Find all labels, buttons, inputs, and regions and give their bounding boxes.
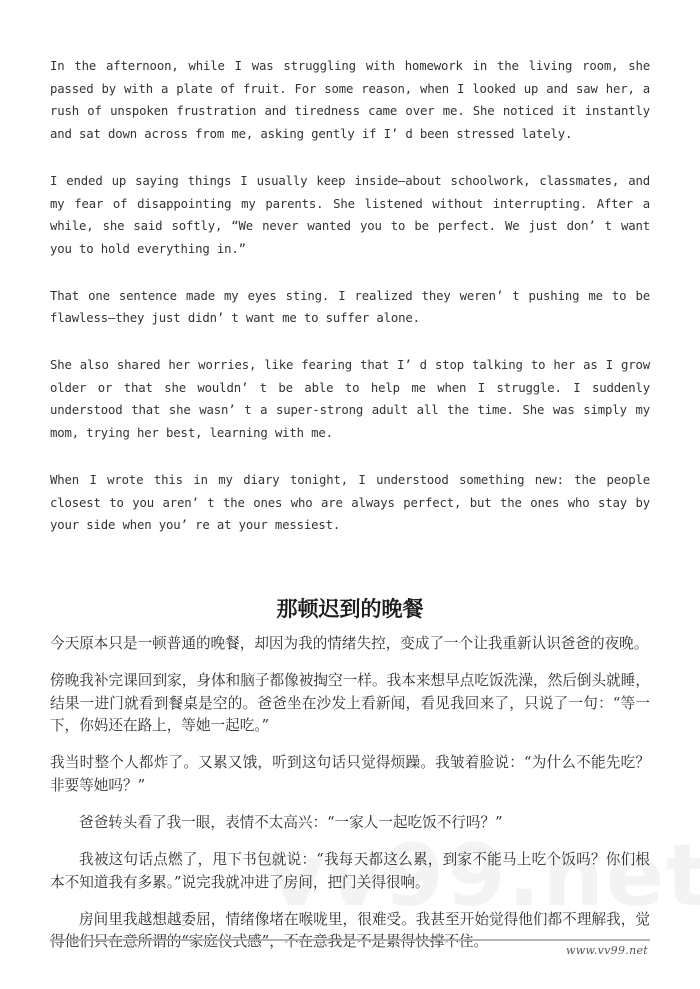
english-paragraph: I ended up saying things I usually keep inside—about schoolwork, classmates, and my fear of disappointing my parents. She listened without interrupting. After a while, she said softly, “We never wanted you to be perfect. We just don’ t want you to hold everything in.” <box>50 173 650 256</box>
english-diary-section <box>50 55 650 537</box>
chinese-paragraph: 房间里我越想越委屈，情绪像堵在喉咙里，很难受。我甚至开始觉得他们都不理解我，觉得他们只在意所谓的“家庭仪式感”，不在意我是不是累得快撑不住。 <box>50 910 650 951</box>
chinese-essay-section <box>50 633 650 969</box>
footer-divider <box>50 939 650 941</box>
footer-url: www.vv99.net <box>566 944 648 957</box>
english-paragraph: That one sentence made my eyes sting. I realized they weren’ t pushing me to be flawless—they just didn’ t want me to suffer alone. <box>50 288 650 326</box>
chinese-paragraph: 我当时整个人都炸了。又累又饿，听到这句话只觉得烦躁。我皱着脸说：“为什么不能先吃？非要等她吗？” <box>50 754 650 794</box>
chinese-paragraph: 傍晚我补完课回到家，身体和脑子都像被掏空一样。我本来想早点吃饭洗澡，然后倒头就睡，结果一进门就看到餐桌是空的。爸爸坐在沙发上看新闻，看见我回来了，只说了一句：“等一下，你妈还在路上，等她一起吃。” <box>50 672 650 735</box>
chinese-paragraph: 爸爸转头看了我一眼，表情不太高兴：“一家人一起吃饭不行吗？” <box>79 814 503 832</box>
english-paragraph: In the afternoon, while I was struggling with homework in the living room, she passed by with a plate of fruit. For some reason, when I looked up and saw her, a rush of unspoken frustration and tiredness came over me. She noticed it instantly and sat down across from me, asking gently if I’ d been stressed lately. <box>50 59 650 142</box>
english-paragraph: When I wrote this in my diary tonight, I understood something new: the people closest to you aren’ t the ones who are always perfect, but the ones who stay by your side when you’ re at your messiest. <box>50 472 650 533</box>
chinese-essay-title: 那顿迟到的晚餐 <box>276 597 424 621</box>
chinese-paragraph: 我被这句话点燃了，甩下书包就说：“我每天都这么累，到家不能马上吃个饭吗？你们根本不知道我有多累。”说完我就冲进了房间，把门关得很响。 <box>50 851 650 891</box>
chinese-paragraph: 今天原本只是一顿普通的晚餐，却因为我的情绪失控，变成了一个让我重新认识爸爸的夜晚。 <box>50 635 649 652</box>
english-paragraph: She also shared her worries, like fearing that I’ d stop talking to her as I grow older or that she wouldn’ t be able to help me when I struggle. I suddenly understood that she wasn’ t a super-strong adult all the time. She was simply my mom, trying her best, learning with me. <box>50 358 650 441</box>
